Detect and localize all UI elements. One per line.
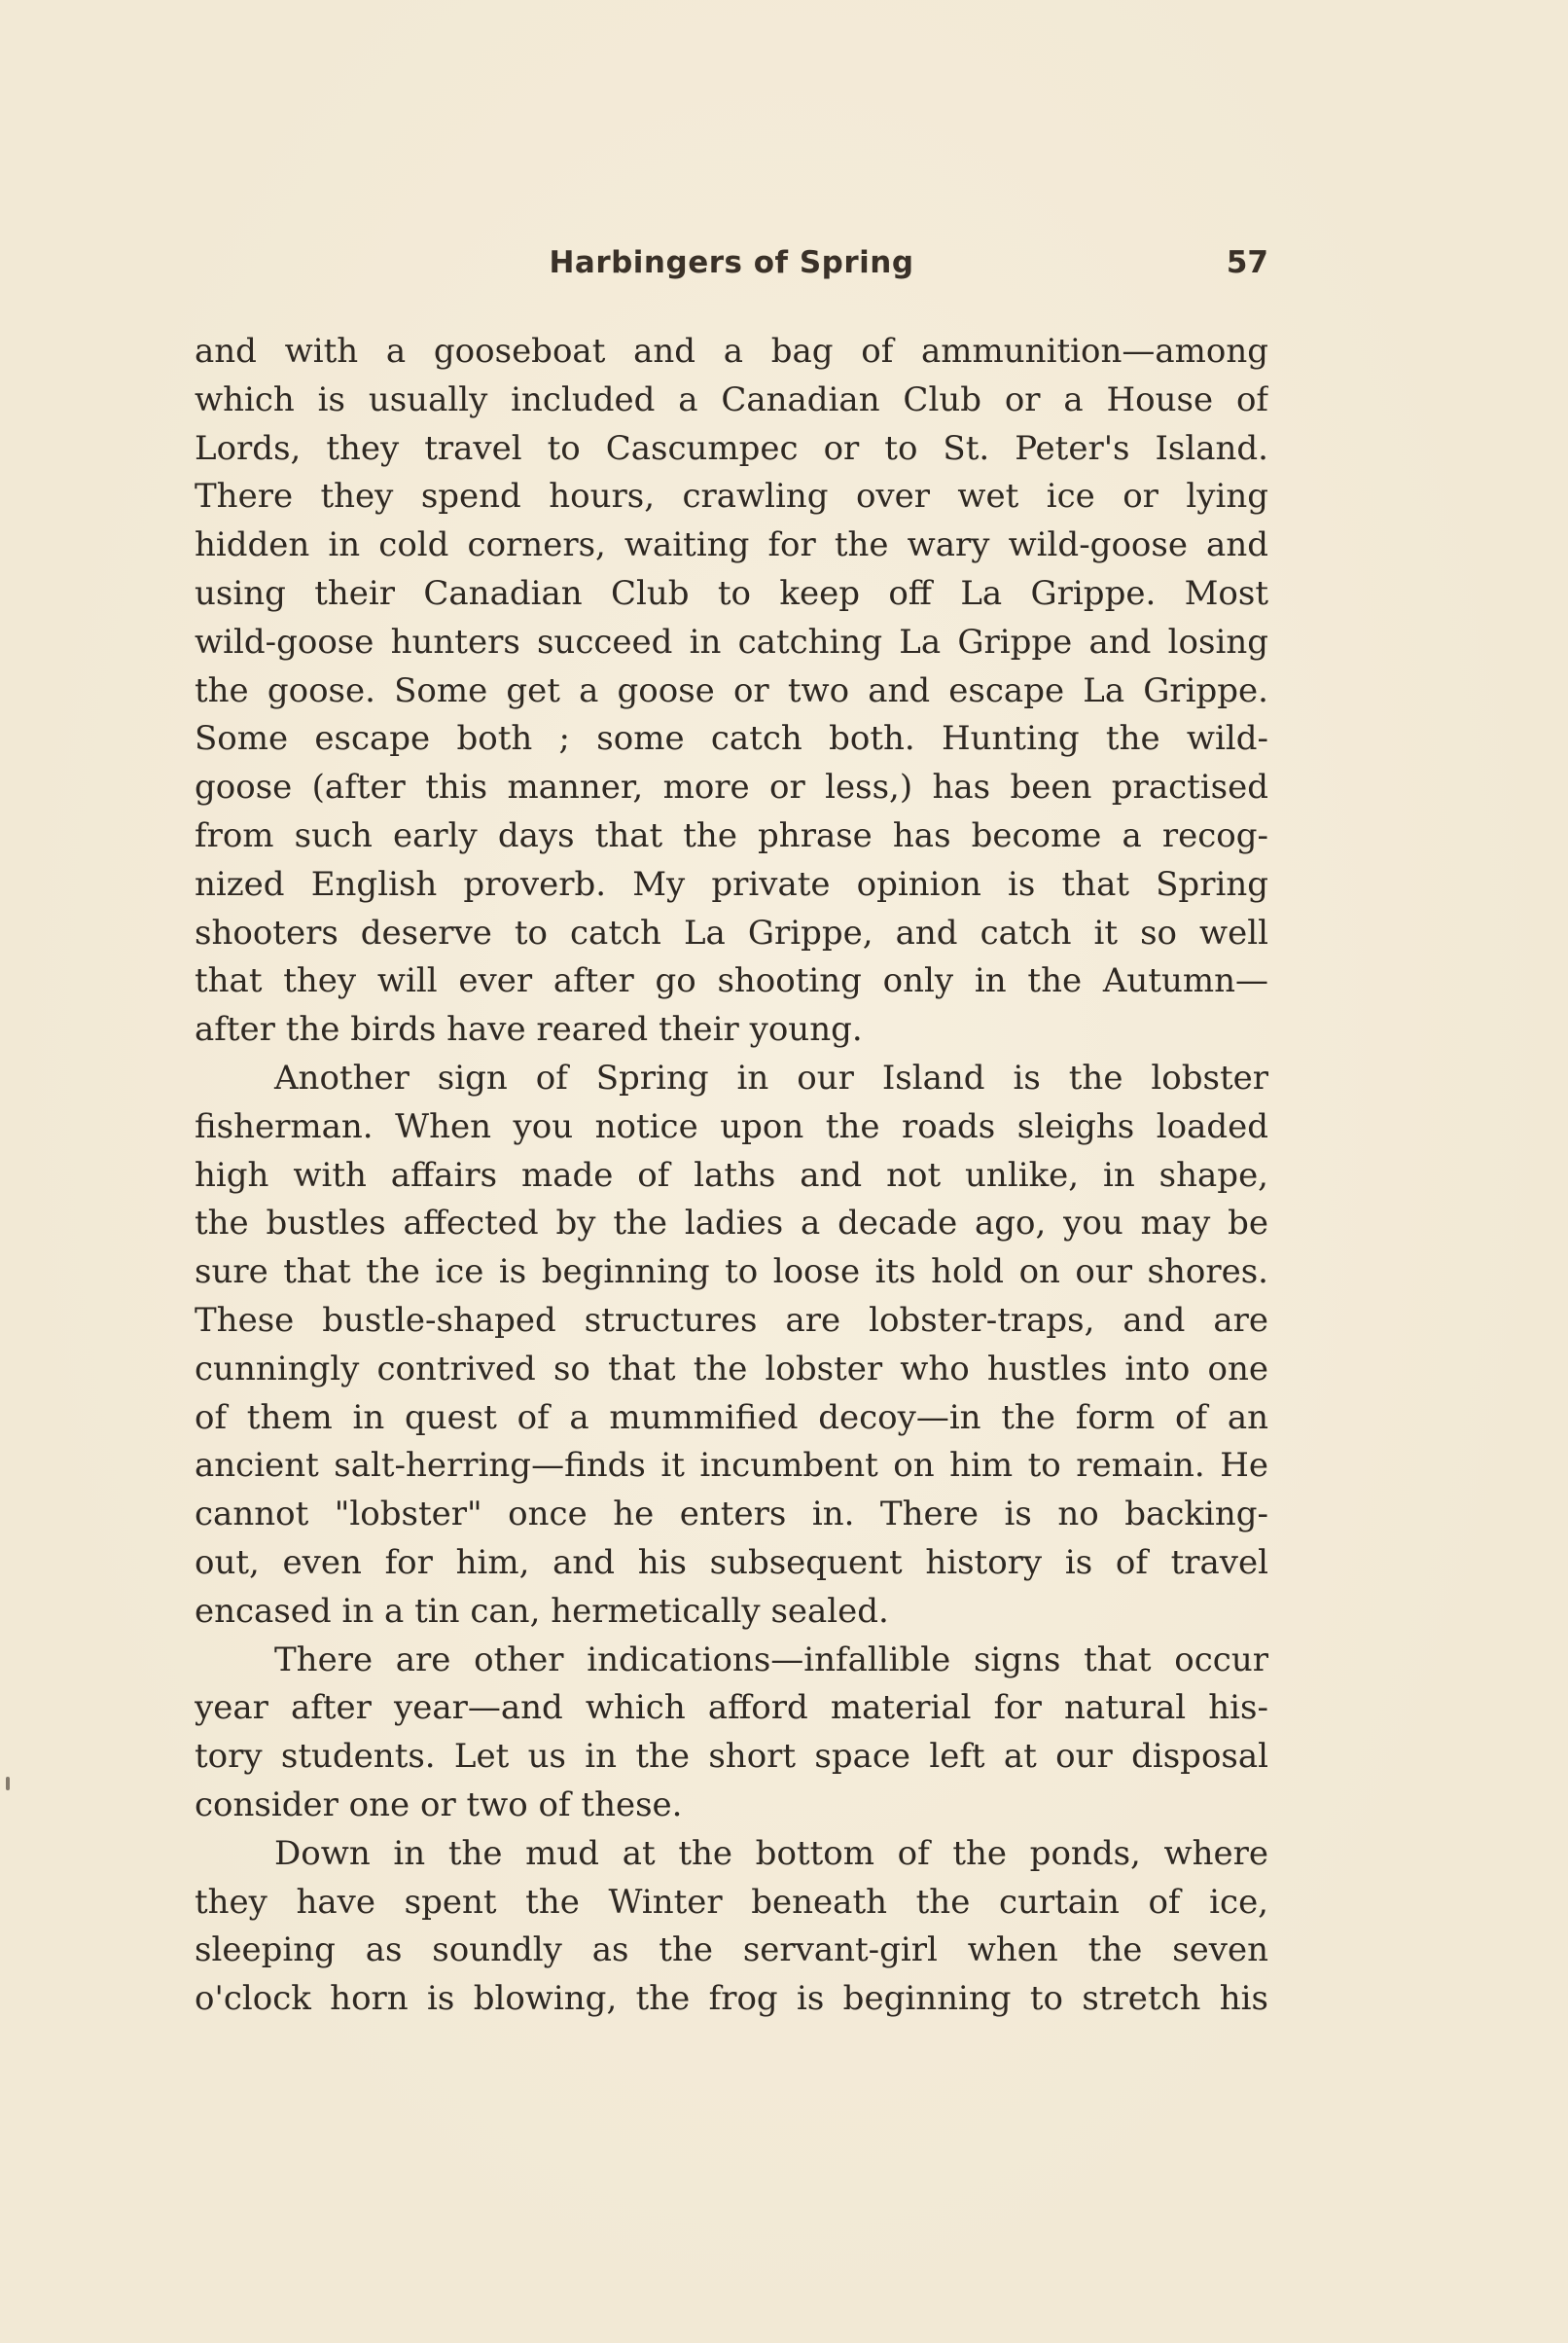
text-line: after the birds have reared their young. [195, 1010, 863, 1050]
text-line: cannot "lobster" once he enters in. There is no backing- [195, 1495, 1268, 1534]
text-line: o'clock horn is blowing, the frog is beginning to stretch his [195, 1979, 1268, 2019]
running-title: Harbingers of Spring [549, 245, 914, 280]
text-line: There they spend hours, crawling over wet ice or lying [195, 477, 1268, 517]
text-line: Lords, they travel to Cascumpec or to St. Peter's Island. [195, 428, 1268, 468]
text-line: that they will ever after go shooting only in the Autumn— [195, 961, 1268, 1001]
page-header [195, 245, 1268, 294]
text-line: year after year—and which afford material for natural his- [195, 1688, 1268, 1728]
paragraph-3 [195, 1637, 1268, 1830]
text-line: Some escape both ; some catch both. Hunting the wild- [195, 719, 1268, 759]
text-line: These bustle-shaped structures are lobster-traps, and are [195, 1300, 1268, 1340]
text-line: fisherman. When you notice upon the roads sleighs loaded [195, 1106, 1268, 1146]
paragraph-4 [195, 1830, 1268, 2024]
page-number: 57 [1226, 245, 1268, 280]
text-line: Down in the mud at the bottom of the ponds, where [274, 1833, 1268, 1873]
text-line: nized English proverb. My private opinion is that Spring [195, 864, 1268, 904]
text-line: shooters deserve to catch La Grippe, and catch it so well [195, 913, 1268, 953]
text-line: wild-goose hunters succeed in catching La Grippe and losing [195, 622, 1268, 662]
paragraph-2 [195, 1055, 1268, 1637]
text-line: sleeping as soundly as the servant-girl when the seven [195, 1930, 1268, 1970]
text-line: consider one or two of these. [195, 1784, 683, 1824]
text-line: the goose. Some get a goose or two and escape La Grippe. [195, 670, 1268, 710]
text-line: using their Canadian Club to keep off La Grippe. Most [195, 573, 1268, 613]
text-line: hidden in cold corners, waiting for the wary wild-goose and [195, 525, 1268, 565]
text-line: cunningly contrived so that the lobster who hustles into one [195, 1349, 1268, 1388]
text-line: There are other indications—infallible signs that occur [274, 1640, 1268, 1679]
text-line: they have spent the Winter beneath the curtain of ice, [195, 1882, 1268, 1922]
text-line: ancient salt-herring—finds it incumbent on him to remain. He [195, 1446, 1268, 1486]
margin-speck [6, 1777, 10, 1790]
text-line: high with affairs made of laths and not unlike, in shape, [195, 1155, 1268, 1195]
text-line: which is usually included a Canadian Club or a House of [195, 379, 1268, 419]
text-line: and with a gooseboat and a bag of ammunition—among [195, 332, 1268, 371]
body-text [195, 328, 1268, 2024]
text-line: goose (after this manner, more or less,) has been practised [195, 768, 1268, 808]
text-line: of them in quest of a mummified decoy—in the form of an [195, 1397, 1268, 1437]
paragraph-1 [195, 328, 1268, 1055]
text-line: out, even for him, and his subsequent history is of travel [195, 1542, 1268, 1582]
text-line: Another sign of Spring in our Island is the lobster [274, 1058, 1268, 1098]
text-line: sure that the ice is beginning to loose its hold on our shores. [195, 1252, 1268, 1292]
text-line: the bustles affected by the ladies a decade ago, you may be [195, 1204, 1268, 1244]
text-line: encased in a tin can, hermetically sealed. [195, 1591, 889, 1631]
text-line: tory students. Let us in the short space left at our disposal [195, 1737, 1268, 1777]
text-line: from such early days that the phrase has become a recog- [195, 815, 1268, 855]
